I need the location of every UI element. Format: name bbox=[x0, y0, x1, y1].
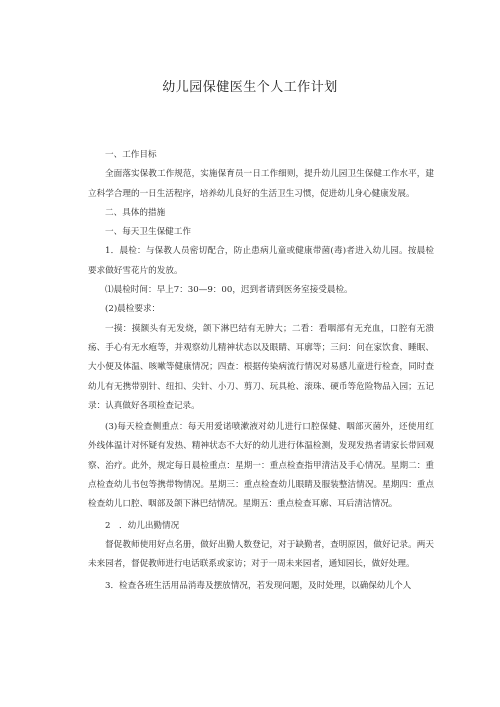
paragraph-goals: 全面落实保教工作规范，实施保育员一日工作细则，提升幼儿园卫生保健工作水平，建立科学合理的一日生活程序，培养幼儿良好的生活卫生习惯，促进幼儿身心健康发展。 bbox=[88, 169, 434, 199]
paragraph-attendance: 督促教师使用好点名册，做好出勤人数登记，对于缺勤者，查明原因，做好记录。两天未来园者，督促教师进行电话联系或家访；对于一周未来园者，通知园长，做好处理。 bbox=[88, 539, 434, 570]
paragraph-check-time: ⑴晨检时间：早上7：30—9：00，迟到者请到医务室接受晨检。 bbox=[105, 285, 353, 296]
subheading-daily-care: 一、每天卫生保健工作 bbox=[105, 227, 191, 238]
document-body bbox=[88, 146, 434, 596]
document-title: 幼儿园保健医生个人工作计划 bbox=[162, 80, 338, 95]
paragraph-disinfection: 3．检查各班生活用品消毒及摆放情况，若发现问题，及时处理，以确保幼儿个人 bbox=[105, 580, 412, 591]
paragraph-morning-check: 1．晨检：与保教人员密切配合，防止患病儿童或健康带菌(毒)者进入幼儿园。按晨检要求做好雪花片的发放。 bbox=[88, 246, 434, 276]
paragraph-check-requirements-label: (2)晨检要求： bbox=[105, 304, 161, 315]
paragraph-check-requirements: 一摸：摸额头有无发烧，颌下淋巴结有无肿大；二看：看咽部有无充血，口腔有无溃疡、手心有无水疱等，并观察幼儿精神状态以及眼睛、耳廓等；三问：问在家饮食、睡眠、大小便及体温、咳嗽等健康情况；四查：根据传染病流行情况对易感儿童进行检查，同时查幼儿有无携带别针、纽扣、尖针、小刀、剪刀、玩具枪、滚珠、硬币等危险物品入园；五记录：认真做好各项检查记录。 bbox=[88, 323, 434, 411]
section-heading-goals: 一、工作目标 bbox=[105, 150, 157, 160]
subheading-attendance: 2 ．幼儿出勤情况 bbox=[105, 520, 180, 531]
section-heading-measures: 二、具体的措施 bbox=[105, 207, 166, 218]
paragraph-daily-focus: (3)每天检查侧重点：每天用爱诺喷漱液对幼儿进行口腔保健、咽部灭菌外，还使用红外线体温计对怀疑有发热、精神状态不大好的幼儿进行体温检测，发现发热者请家长带回观察、治疗。此外，规定每日晨检重点：星期一：重点检查指甲清洁及手心情况。星期二：重点检查幼儿书包等携带物情况。星期三：重点检查幼儿眼睛及服装整洁情况。星期四：重点检查幼儿口腔、咽部及颌下淋巴结情况。星期五：重点检查耳廓、耳后清洁情况。 bbox=[88, 422, 434, 510]
